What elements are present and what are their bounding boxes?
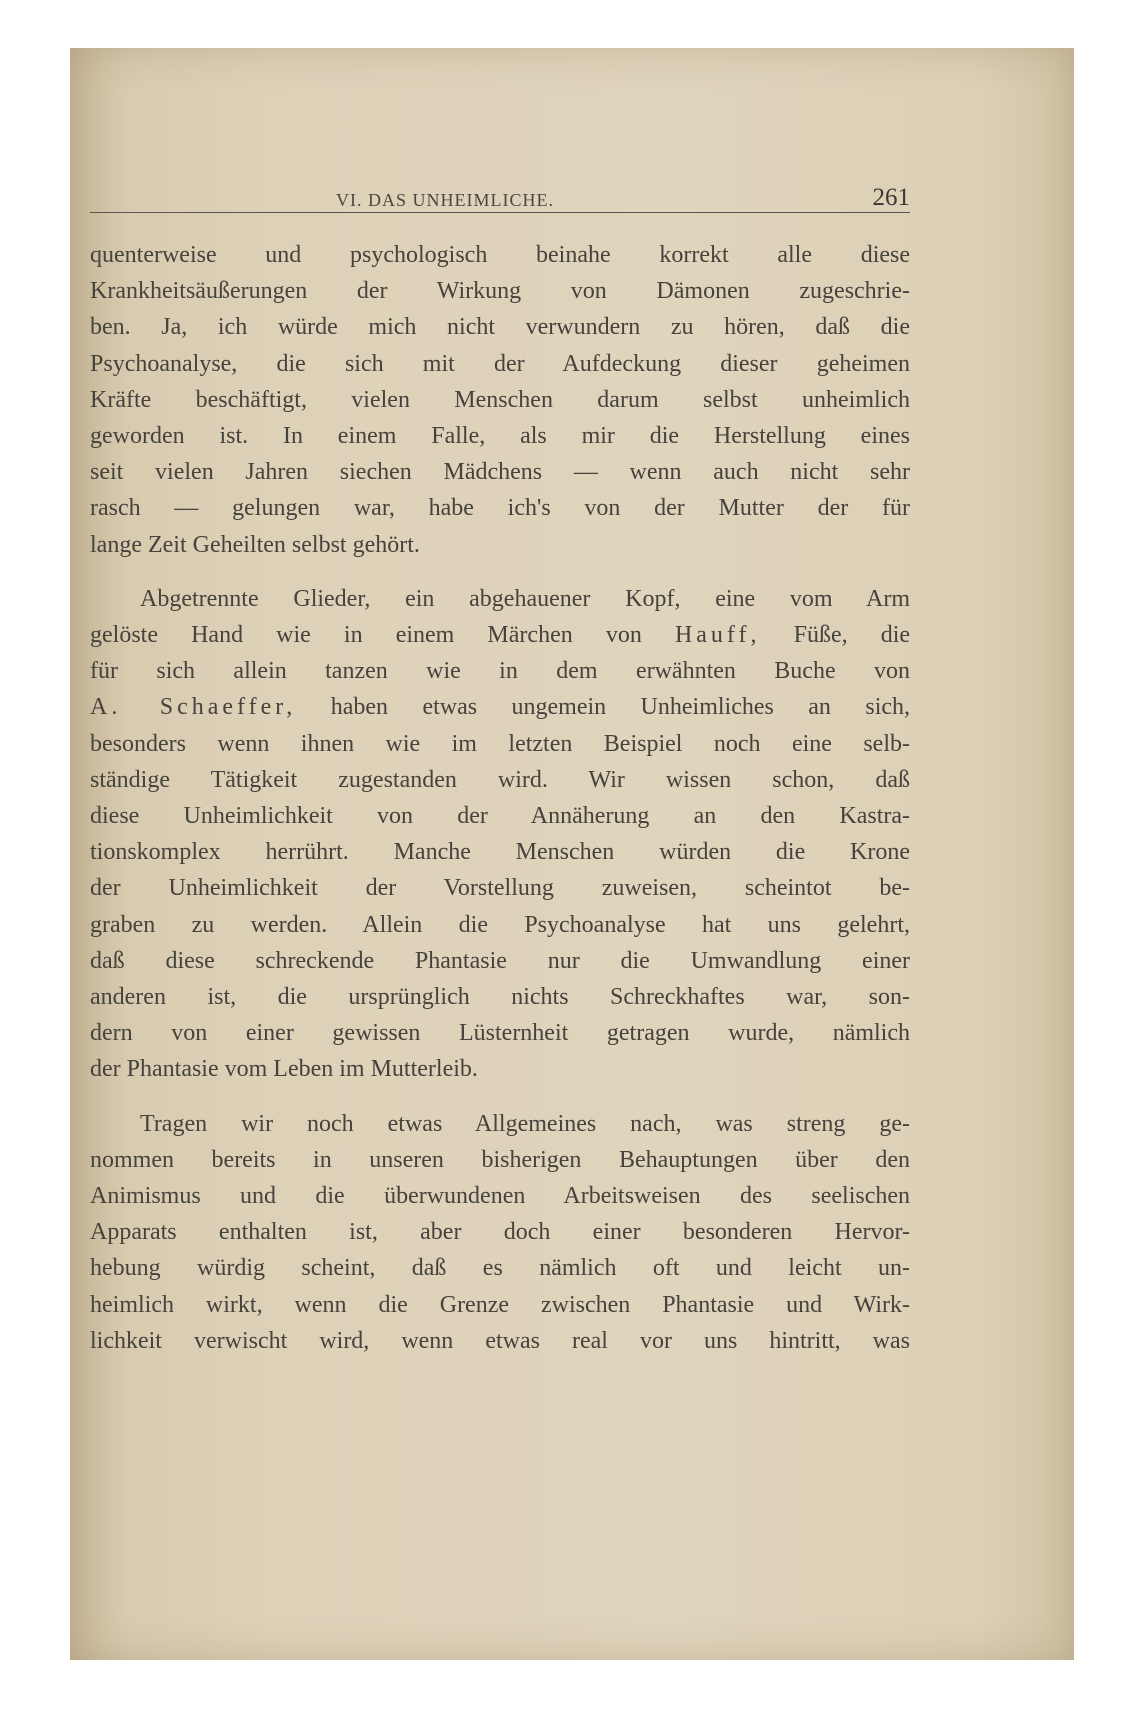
text-line: nommen bereits in unseren bisherigen Behauptungen über den <box>90 1146 910 1173</box>
text-line: anderen ist, die ursprünglich nichts Schreckhaftes war, son- <box>90 984 910 1011</box>
text-line <box>90 617 910 653</box>
text-line: Tragen wir noch etwas Allgemeines nach, was streng ge- <box>140 1110 910 1137</box>
text-segment: haben etwas ungemein Unheimliches an sich, <box>330 694 911 721</box>
page-header <box>90 132 910 213</box>
paragraph-3 <box>90 1106 910 1359</box>
text-line: graben zu werden. Allein die Psychoanalyse hat uns gelehrt, <box>90 911 910 938</box>
text-line: Psychoanalyse, die sich mit der Aufdeckung dieser geheimen <box>90 350 910 377</box>
text-line: besonders wenn ihnen wie im letzten Beispiel noch eine selb- <box>90 730 910 757</box>
text-line: der Unheimlichkeit der Vorstellung zuweisen, scheintot be- <box>90 875 910 902</box>
text-line: Abgetrennte Glieder, ein abgehauener Kopf, eine vom Arm <box>140 585 910 612</box>
author-name-schaeffer: A. Schaeffer, <box>90 694 297 721</box>
paragraph-1 <box>90 237 910 563</box>
body-text <box>90 213 910 1359</box>
text-line: lichkeit verwischt wird, wenn etwas real vor uns hintritt, was <box>90 1327 910 1354</box>
text-line: hebung würdig scheint, daß es nämlich oft und leicht un- <box>90 1255 910 1282</box>
text-line: der Phantasie vom Leben im Mutterleib. <box>90 1056 478 1083</box>
text-line: seit vielen Jahren siechen Mädchens — wenn auch nicht sehr <box>90 459 910 486</box>
text-line: Krankheitsäußerungen der Wirkung von Dämonen zugeschrie- <box>90 278 910 305</box>
author-name-hauff: Hauff, <box>674 622 761 649</box>
text-segment: gelöste Hand wie in einem Märchen von <box>90 622 642 649</box>
text-line: Apparats enthalten ist, aber doch einer besonderen Hervor- <box>90 1219 910 1246</box>
paragraph-2 <box>90 581 910 1088</box>
text-line: daß diese schreckende Phantasie nur die Umwandlung einer <box>90 947 910 974</box>
text-line: diese Unheimlichkeit von der Annäherung an den Kastra- <box>90 803 910 830</box>
text-line: Animismus und die überwundenen Arbeitsweisen des seelischen <box>90 1183 910 1210</box>
text-line: für sich allein tanzen wie in dem erwähnten Buche von <box>90 658 910 685</box>
book-page <box>90 132 910 1359</box>
text-segment: Füße, die <box>793 622 911 649</box>
text-line: quenterweise und psychologisch beinahe korrekt alle diese <box>90 242 910 268</box>
text-line: dern von einer gewissen Lüsternheit getragen wurde, nämlich <box>90 1020 910 1047</box>
text-line <box>90 689 910 725</box>
running-title: VI. DAS UNHEIMLICHE. <box>336 190 554 210</box>
text-line: geworden ist. In einem Falle, als mir die Herstellung eines <box>90 423 910 450</box>
text-line: tionskomplex herrührt. Manche Menschen würden die Krone <box>90 839 910 866</box>
text-line: Kräfte beschäftigt, vielen Menschen darum selbst unheimlich <box>90 386 910 413</box>
text-line: lange Zeit Geheilten selbst gehört. <box>90 531 420 558</box>
text-line: ständige Tätigkeit zugestanden wird. Wir wissen schon, daß <box>90 766 910 793</box>
page-number: 261 <box>872 184 910 211</box>
text-line: heimlich wirkt, wenn die Grenze zwischen Phantasie und Wirk- <box>90 1291 910 1318</box>
text-line: rasch — gelungen war, habe ich's von der Mutter der für <box>90 495 910 522</box>
text-line: ben. Ja, ich würde mich nicht verwundern zu hören, daß die <box>90 314 910 341</box>
